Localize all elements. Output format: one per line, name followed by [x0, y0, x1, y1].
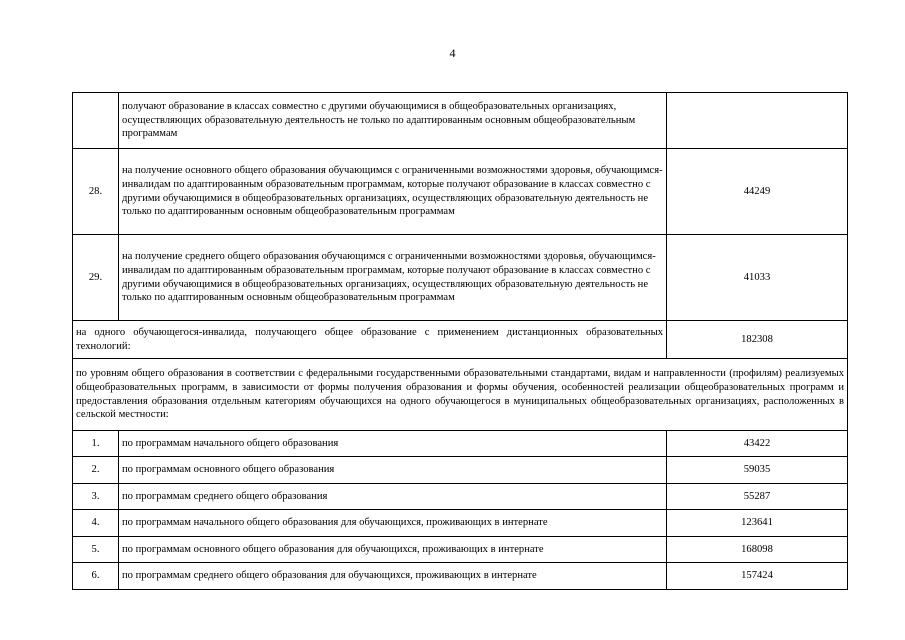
row-number: 3.: [73, 484, 119, 510]
row-description: по программам среднего общего образования для обучающихся, проживающих в интернате: [119, 563, 667, 590]
section-header: по уровням общего образования в соответствии с федеральными государственными образовательными стандартами, видам и направленности (профилям) реализуемых общеобразовательных программ, в зависимости от формы получения образования и формы обучения, особенностей реализации общеобразовательных программ и предоставления образования отдельным категориям обучающихся на одного обучающегося в муниципальных общеобразовательных организациях, расположенных в сельской местности:: [73, 359, 848, 431]
row-description: по программам начального общего образования: [119, 431, 667, 457]
table-row: [73, 510, 848, 537]
row-number: 2.: [73, 457, 119, 484]
row-value: 41033: [667, 235, 848, 321]
table-row: [73, 431, 848, 457]
row-value: 55287: [667, 484, 848, 510]
row-value: 59035: [667, 457, 848, 484]
funding-norms-table: [72, 92, 848, 590]
table-row: [73, 93, 848, 149]
row-description: по программам среднего общего образования: [119, 484, 667, 510]
table-row: [73, 563, 848, 590]
row-description: по программам основного общего образования для обучающихся, проживающих в интернате: [119, 537, 667, 563]
row-value: [667, 93, 848, 149]
table-row: [73, 149, 848, 235]
row-number: 6.: [73, 563, 119, 590]
row-value: 157424: [667, 563, 848, 590]
row-number: 4.: [73, 510, 119, 537]
section-header-row: [73, 359, 848, 431]
row-description: на одного обучающегося-инвалида, получающего общее образование с применением дистанционных образовательных технологий:: [73, 321, 667, 359]
row-description: по программам начального общего образования для обучающихся, проживающих в интернате: [119, 510, 667, 537]
page-number: 4: [449, 46, 456, 60]
table-row: [73, 321, 848, 359]
row-value: 168098: [667, 537, 848, 563]
table-row: [73, 537, 848, 563]
row-description: на получение основного общего образования обучающимся с ограниченными возможностями здоровья, обучающимся-инвалидам по адаптированным образовательным программам, которые получают образование в классах совместно с другими обучающимися в общеобразовательных организациях, осуществляющих образовательную деятельность не только по адаптированным основным общеобразовательным программам: [119, 149, 667, 235]
row-value: 182308: [667, 321, 848, 359]
table-row: [73, 484, 848, 510]
table-row: [73, 235, 848, 321]
table-row: [73, 457, 848, 484]
row-value: 44249: [667, 149, 848, 235]
row-description: на получение среднего общего образования обучающимся с ограниченными возможностями здоровья, обучающимся-инвалидам по адаптированным образовательным программам, которые получают образование в классах совместно с другими обучающимися в общеобразовательных организациях, осуществляющих образовательную деятельность не только по адаптированным основным общеобразовательным программам: [119, 235, 667, 321]
row-number: 1.: [73, 431, 119, 457]
row-description: по программам основного общего образования: [119, 457, 667, 484]
row-number: 5.: [73, 537, 119, 563]
row-description: получают образование в классах совместно с другими обучающимися в общеобразовательных организациях, осуществляющих образовательную деятельность не только по адаптированным основным общеобразовательным программам: [119, 93, 667, 149]
row-number: 28.: [73, 149, 119, 235]
row-number: 29.: [73, 235, 119, 321]
row-number-cell: [73, 93, 119, 149]
row-value: 123641: [667, 510, 848, 537]
row-value: 43422: [667, 431, 848, 457]
